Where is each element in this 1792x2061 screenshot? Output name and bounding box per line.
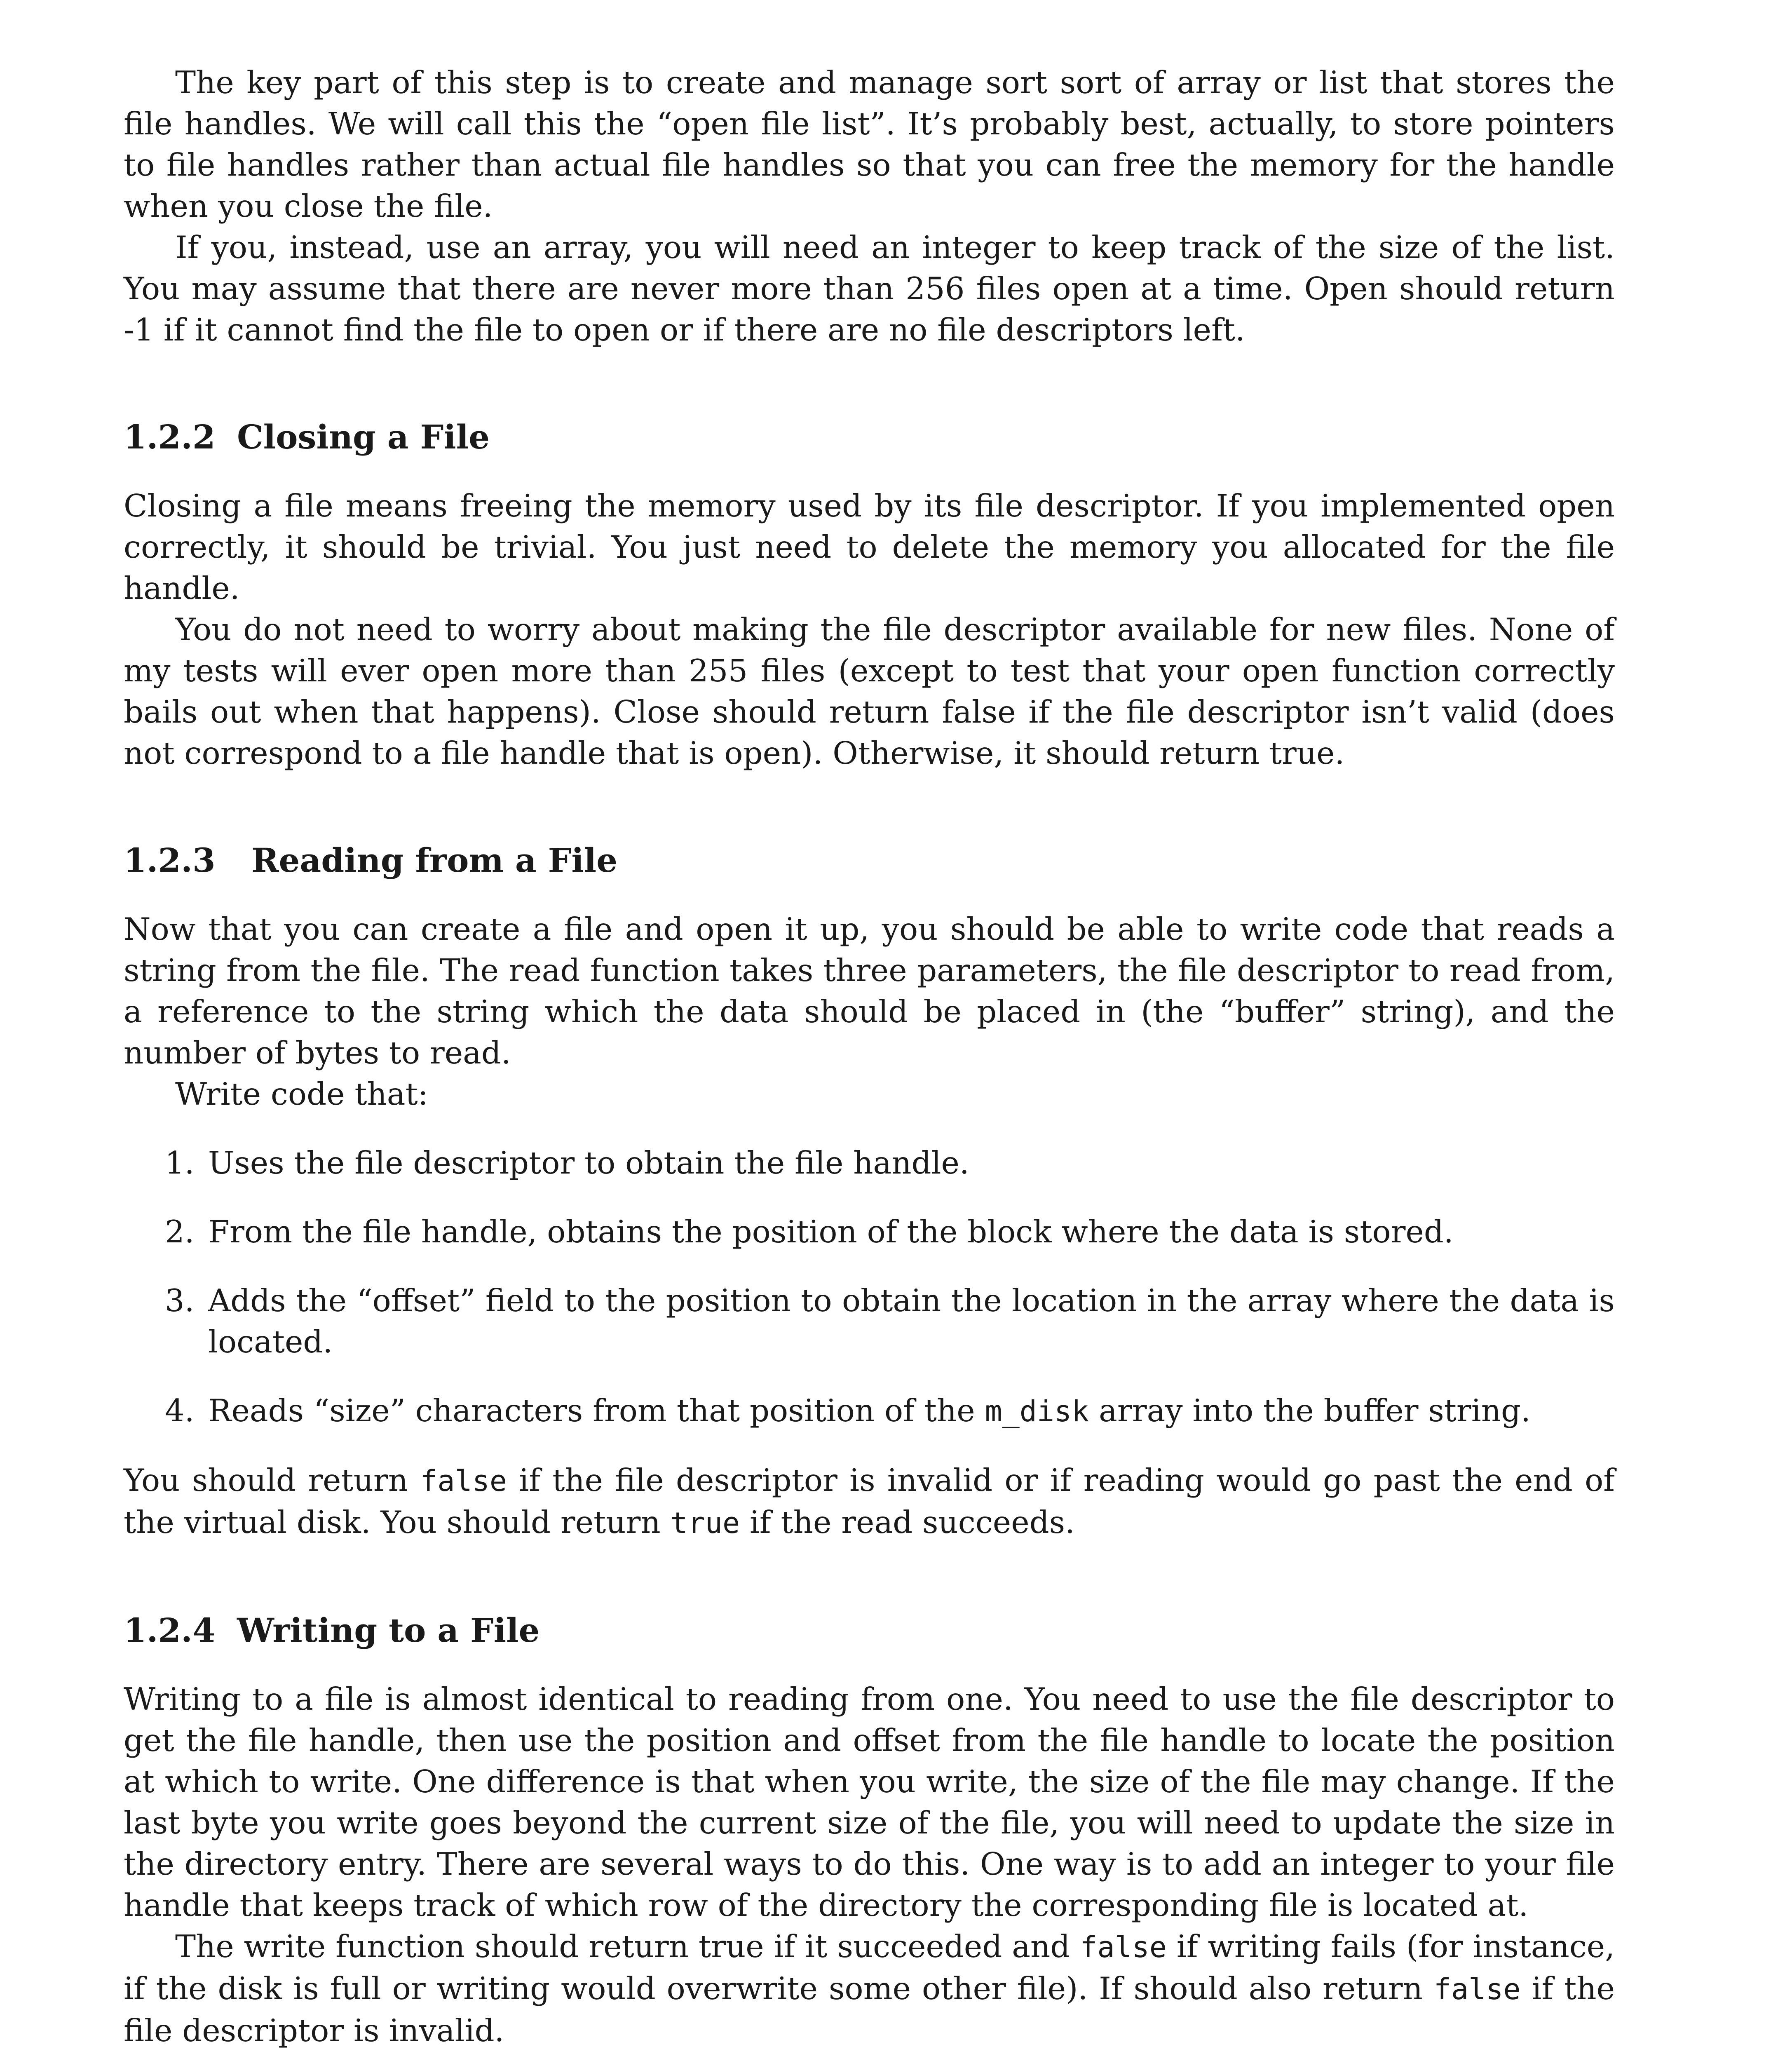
inline-code: false — [1080, 1930, 1167, 1964]
section-number: 1.2.3 — [124, 841, 216, 880]
list-item — [124, 1390, 1615, 1432]
inline-code: false — [420, 1464, 507, 1498]
list-marker: 4. — [165, 1392, 195, 1429]
reading-paragraph-1: Now that you can create a file and open it up, you should be able to write code that reads a string from the file. The read function takes three parameters, the file descriptor to read from, a reference to the string which the data should be placed in (the “buffer” string), and the number of bytes to read. — [124, 911, 1615, 1071]
section-title: Closing a File — [237, 418, 490, 456]
list-item — [124, 1142, 1615, 1183]
closing-paragraph-2: You do not need to worry about making the file descriptor available for new files. None of my tests will ever open more than 255 files (except to test that your open function correctly bails out when that happens). Close should return false if the file descriptor isn’t valid (does not correspond to a file handle that is open). Otherwise, it should return true. — [124, 611, 1615, 771]
list-marker: 2. — [165, 1214, 195, 1250]
section-title: Writing to a File — [237, 1611, 540, 1650]
reading-steps-list — [124, 1142, 1615, 1432]
text-run: if writing fails (for instance, if the disk is full or writing would overwrite some other file). If should also return — [124, 1928, 1615, 2007]
list-item-text: From the file handle, obtains the position of the block where the data is stored. — [208, 1214, 1454, 1250]
section-title: Reading from a File — [251, 841, 618, 880]
text-run: if the file descriptor is invalid or if reading would go past the end of the virtual disk. You should return — [124, 1462, 1615, 1540]
inline-code: false — [1433, 1972, 1521, 2006]
list-item-text: Uses the file descriptor to obtain the file handle. — [208, 1145, 969, 1181]
list-item — [124, 1280, 1615, 1362]
intro-paragraph-2: If you, instead, use an array, you will need an integer to keep track of the size of the list. You may assume that there are never more than 256 files open at a time. Open should return -1 if it cannot find the file to open or if there are no file descriptors left. — [124, 229, 1615, 348]
list-item — [124, 1211, 1615, 1252]
section-1-2-3-heading — [124, 840, 1615, 881]
section-number: 1.2.4 — [124, 1611, 216, 1650]
writing-paragraph-1: Writing to a file is almost identical to reading from one. You need to use the file descriptor to get the file handle, then use the position and offset from the file handle to locate the position at which to write. One difference is that when you write, the size of the file may change. If the last byte you write goes beyond the current size of the file, you will need to update the size in the directory entry. There are several ways to do this. One way is to add an integer to your file handle that keeps track of which row of the directory the corresponding file is located at. — [124, 1681, 1615, 1923]
list-item-text-post: array into the buffer string. — [1089, 1392, 1531, 1429]
list-marker: 1. — [165, 1145, 195, 1181]
writing-paragraph-2 — [124, 1926, 1615, 2051]
intro-paragraph-1: The key part of this step is to create and manage sort sort of array or list that stores the file handles. We will call this the “open file list”. It’s probably best, actually, to store pointers to file handles rather than actual file handles so that you can free the memory for the handle when you close the file. — [124, 64, 1615, 224]
text-run: if the file descriptor is invalid. — [124, 1970, 1615, 2049]
closing-paragraph-1: Closing a file means freeing the memory used by its file descriptor. If you implemented open correctly, it should be trivial. You just need to delete the memory you allocated for the file handle. — [124, 488, 1615, 606]
inline-code: true — [670, 1506, 740, 1540]
list-marker: 3. — [165, 1282, 195, 1319]
list-item-text: Adds the “offset” field to the position to obtain the location in the array where the data is located. — [208, 1282, 1615, 1360]
inline-code: m_disk — [985, 1394, 1089, 1428]
text-run: The write function should return true if it succeeded and — [175, 1928, 1080, 1965]
text-run: You should return — [124, 1462, 420, 1498]
section-number: 1.2.2 — [124, 418, 216, 456]
section-1-2-2-heading — [124, 416, 1615, 458]
section-1-2-4-heading — [124, 1610, 1615, 1651]
reading-return-paragraph — [124, 1460, 1615, 1544]
text-run: if the read succeeds. — [740, 1504, 1075, 1540]
list-item-text-pre: Reads “size” characters from that position of the — [208, 1392, 985, 1429]
reading-paragraph-2: Write code that: — [175, 1076, 428, 1112]
